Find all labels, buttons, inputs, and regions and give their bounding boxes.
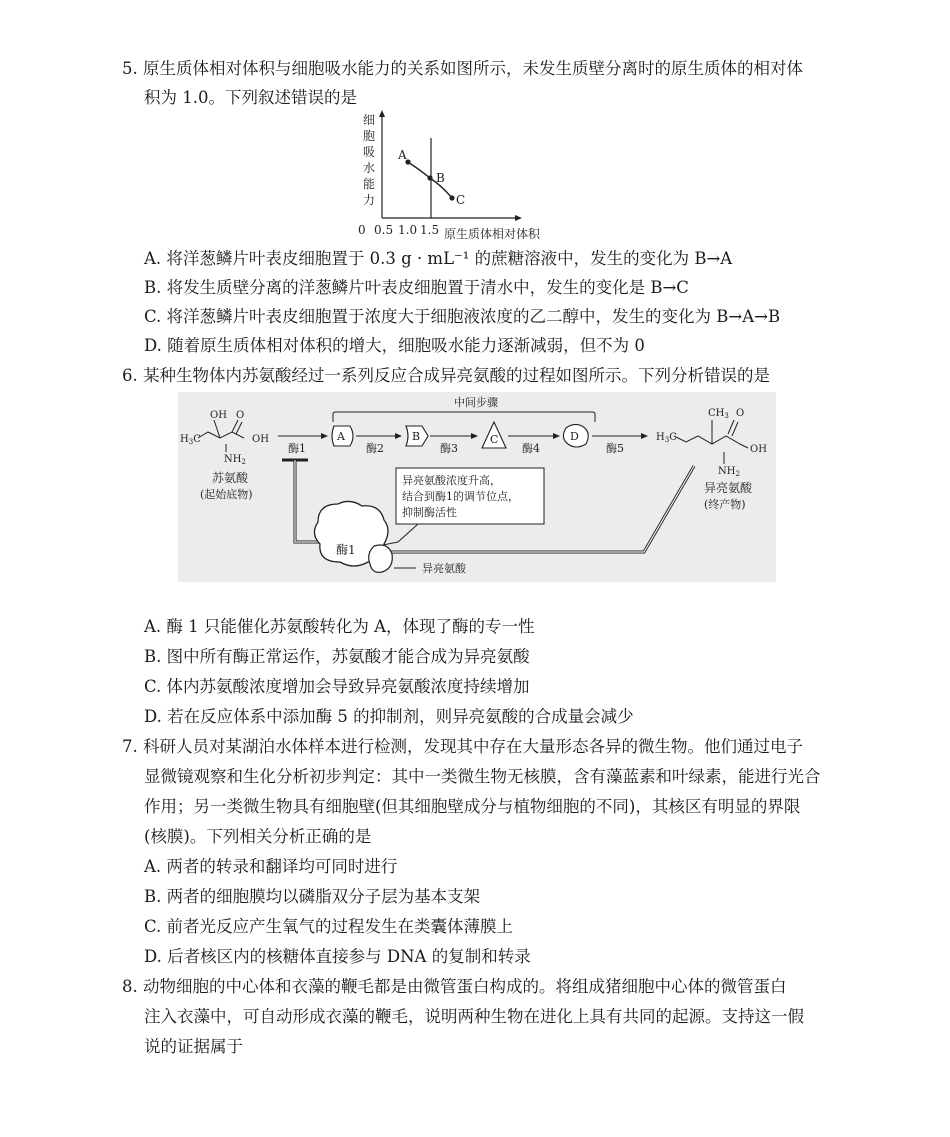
x-tick: 0.5	[374, 223, 394, 237]
point-c	[449, 195, 454, 200]
x-axis-arrow	[515, 215, 522, 221]
y-label-char: 水	[363, 161, 376, 175]
intermediate-c-label: C	[490, 433, 499, 446]
h3c-sub: 3	[188, 438, 194, 446]
ch3-c: C	[708, 408, 716, 419]
ch3-h: H	[715, 408, 725, 419]
nh2-sub: 2	[241, 458, 246, 466]
iso-o-label: O	[736, 408, 745, 419]
enzyme-3-label: 酶3	[440, 442, 458, 455]
oh-label: OH	[210, 410, 227, 421]
enzyme-5-label: 酶5	[606, 442, 624, 455]
y-label-char: 吸	[363, 145, 376, 159]
x-axis-label: 原生质体相对体积	[444, 227, 541, 241]
q6-stem-line1: 6. 某种生物体内苏氨酸经过一系列反应合成异亮氨酸的过程如图所示。下列分析错误的是	[122, 366, 770, 385]
enzyme-1-label: 酶1	[288, 442, 306, 455]
q5-stem-line1: 5. 原生质体相对体积与细胞吸水能力的关系如图所示，未发生质壁分离时的原生质体的相对体	[122, 59, 803, 78]
y-label-char: 细	[363, 113, 376, 127]
isoleucine-name: 异亮氨酸	[704, 481, 753, 495]
q7-option-d: D. 后者核区内的核糖体直接参与 DNA 的复制和转录	[144, 947, 531, 966]
point-a-label: A	[398, 148, 407, 162]
h3c-c: C	[193, 434, 201, 445]
intermediate-b-label: B	[412, 430, 421, 443]
q7-stem-line4: (核膜)。下列相关分析正确的是	[144, 827, 372, 846]
threonine-name: 苏氨酸	[212, 471, 249, 485]
q7-stem-line3: 作用；另一类微生物具有细胞壁(但其细胞壁成分与植物细胞的不同)，其核区有明显的界限	[144, 797, 801, 816]
q5-stem-line2: 积为 1.0。下列叙述错误的是	[144, 88, 357, 107]
callout-line-3: 抑制酶活性	[402, 506, 457, 519]
q7-stem-line2: 显微镜观察和生化分析初步判定：其中一类微生物无核膜，含有藻蓝素和叶绿素，能进行光合	[144, 767, 821, 786]
iso-nh2-n: NH	[718, 466, 736, 477]
iso-h3c-c: C	[669, 432, 677, 443]
point-c-label: C	[456, 193, 466, 207]
point-b	[427, 175, 432, 180]
y-label-char: 力	[363, 193, 376, 207]
nh2-n: NH	[224, 454, 242, 465]
q5-option-a: A. 将洋葱鳞片叶表皮细胞置于 0.3 g · mL⁻¹ 的蔗糖溶液中，发生的变化为 B→A	[144, 249, 733, 268]
q5-option-b: B. 将发生质壁分离的洋葱鳞片叶表皮细胞置于清水中，发生的变化是 B→C	[144, 278, 689, 297]
isoleucine-note: (终产物)	[704, 498, 746, 511]
h3c-h: H	[180, 434, 189, 445]
q6-option-c: C. 体内苏氨酸浓度增加会导致异亮氨酸浓度持续增加	[144, 677, 530, 696]
intermediate-d-label: D	[570, 430, 579, 443]
x-tick: 1.5	[420, 223, 440, 237]
q6-diagram	[178, 392, 776, 586]
q8-stem-line2: 注入衣藻中，可自动形成衣藻的鞭毛，说明两种生物在进化上具有共同的起源。支持这一假	[144, 1007, 804, 1026]
q5-option-d: D. 随着原生质体相对体积的增大，细胞吸水能力逐渐减弱，但不为 0	[144, 336, 645, 355]
y-label-char: 胞	[363, 129, 376, 143]
o-label: O	[236, 410, 245, 421]
q8-stem-line3: 说的证据属于	[144, 1037, 243, 1056]
iso-h3c-sub: 3	[664, 436, 670, 444]
q6-option-a: A. 酶 1 只能催化苏氨酸转化为 A，体现了酶的专一性	[144, 617, 535, 636]
iso-nh2-sub: 2	[735, 470, 740, 478]
isoleucine-ligand-shape	[369, 545, 393, 572]
q7-option-b: B. 两者的细胞膜均以磷脂双分子层为基本支架	[144, 887, 481, 906]
q8-stem-line1: 8. 动物细胞的中心体和衣藻的鞭毛都是由微管蛋白构成的。将组成猪细胞中心体的微管蛋白	[122, 977, 787, 996]
q5-graph-svg	[360, 108, 540, 243]
point-b-label: B	[436, 171, 445, 185]
ch3-sub: 3	[724, 412, 729, 420]
x-tick: 1.0	[398, 223, 418, 237]
callout-line-2: 结合到酶1的调节位点，	[402, 490, 519, 503]
intermediate-a-label: A	[337, 430, 345, 443]
threonine-note: (起始底物)	[200, 488, 253, 501]
iso-h3c-h: H	[656, 432, 665, 443]
q6-option-b: B. 图中所有酶正常运作，苏氨酸才能合成为异亮氨酸	[144, 647, 530, 666]
q5-option-c: C. 将洋葱鳞片叶表皮细胞置于浓度大于细胞液浓度的乙二醇中，发生的变化为 B→A→B	[144, 307, 781, 326]
enzyme-1-body-label: 酶1	[336, 543, 356, 557]
y-axis-arrow	[379, 110, 385, 117]
y-label-char: 能	[363, 177, 376, 191]
q6-option-d: D. 若在反应体系中添加酶 5 的抑制剂，则异亮氨酸的合成量会减少	[144, 707, 634, 726]
iso-oh-label: OH	[750, 444, 767, 455]
enzyme-2-label: 酶2	[366, 442, 384, 455]
q5-graph	[360, 108, 540, 247]
x-tick: 0	[358, 223, 366, 237]
q6-diagram-svg	[178, 392, 776, 582]
q7-stem-line1: 7. 科研人员对某湖泊水体样本进行检测，发现其中存在大量形态各异的微生物。他们通过电子	[122, 737, 803, 756]
q7-option-a: A. 两者的转录和翻译均可同时进行	[144, 857, 398, 876]
ligand-label: 异亮氨酸	[422, 562, 466, 575]
q7-option-c: C. 前者光反应产生氧气的过程发生在类囊体薄膜上	[144, 917, 514, 936]
middle-steps-label: 中间步骤	[454, 396, 498, 409]
enzyme-4-label: 酶4	[522, 442, 540, 455]
callout-line-1: 异亮氨酸浓度升高，	[402, 474, 501, 487]
cooh-oh-label: OH	[252, 434, 269, 445]
